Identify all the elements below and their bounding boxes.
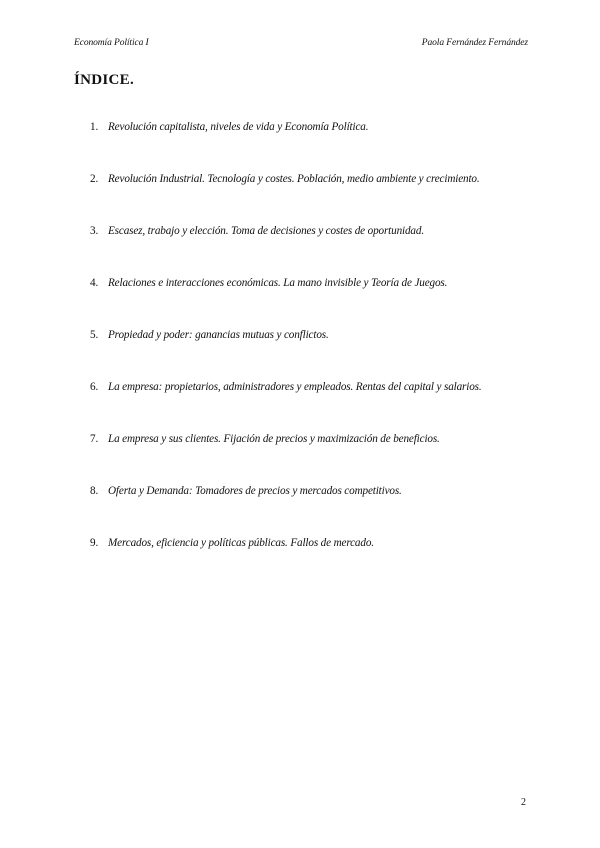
toc-item-3 [90, 225, 540, 277]
toc-item-number: 2. [90, 173, 99, 185]
page-title: ÍNDICE. [74, 72, 135, 88]
toc-item-2 [90, 173, 540, 225]
toc-item-number: 1. [90, 121, 99, 133]
toc-item-number: 5. [90, 329, 99, 341]
page-number: 2 [521, 797, 526, 808]
toc-item-text: Escasez, trabajo y elección. Toma de decisiones y costes de oportunidad. [108, 225, 424, 237]
toc-item-number: 6. [90, 381, 99, 393]
toc-item-text: La empresa: propietarios, administradores y empleados. Rentas del capital y salarios. [108, 381, 482, 393]
toc-item-number: 4. [90, 277, 99, 289]
toc-item-number: 8. [90, 485, 99, 497]
toc-item-text: Revolución capitalista, niveles de vida y Economía Política. [108, 121, 369, 133]
toc-item-5 [90, 329, 540, 381]
toc-item-4 [90, 277, 540, 329]
toc-item-7 [90, 433, 540, 485]
toc-item-text: Mercados, eficiencia y políticas públicas. Fallos de mercado. [108, 537, 374, 549]
toc-item-1 [90, 121, 540, 173]
toc-item-9 [90, 537, 540, 589]
toc-item-6 [90, 381, 540, 433]
header-author: Paola Fernández Fernández [421, 38, 528, 48]
toc-item-text: Relaciones e interacciones económicas. La mano invisible y Teoría de Juegos. [108, 277, 448, 289]
toc-item-text: Propiedad y poder: ganancias mutuas y conflictos. [108, 329, 329, 341]
toc-item-number: 7. [90, 433, 99, 445]
toc-item-number: 3. [90, 225, 99, 237]
table-of-contents [90, 121, 540, 589]
toc-item-8 [90, 485, 540, 537]
toc-item-number: 9. [90, 537, 99, 549]
toc-item-text: Oferta y Demanda: Tomadores de precios y mercados competitivos. [108, 485, 402, 497]
header-course-title: Economía Política I [74, 38, 149, 48]
toc-item-text: Revolución Industrial. Tecnología y costes. Población, medio ambiente y crecimiento. [108, 173, 480, 185]
toc-item-text: La empresa y sus clientes. Fijación de precios y maximización de beneficios. [108, 433, 440, 445]
